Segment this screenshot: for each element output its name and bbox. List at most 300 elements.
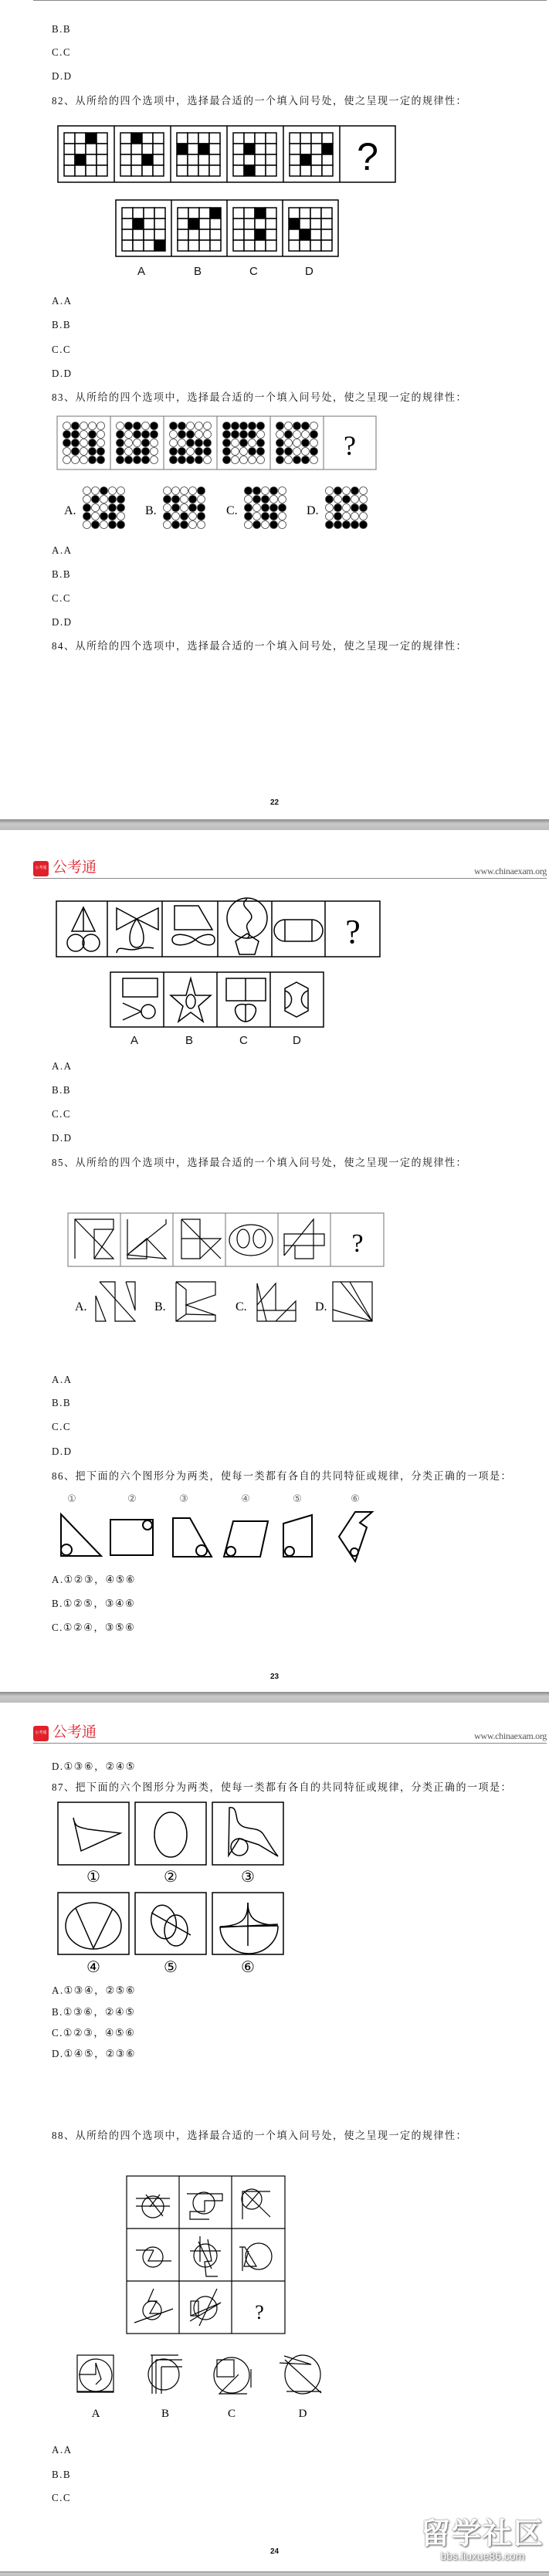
grid-cell <box>266 133 276 144</box>
logo-text: 公考通 <box>53 859 97 876</box>
dot <box>276 422 284 430</box>
grid-cell <box>209 133 220 144</box>
dot <box>232 456 239 464</box>
dot <box>360 496 368 503</box>
dot <box>310 431 318 439</box>
q83-option-label: C. <box>226 504 238 517</box>
grid-cell <box>178 240 188 251</box>
website-url: www.chinaexam.org <box>474 1730 547 1741</box>
dot <box>170 456 178 464</box>
dot <box>89 431 97 439</box>
dot <box>134 439 141 447</box>
grid-cell <box>310 240 321 251</box>
dot <box>262 487 269 495</box>
grid-cell <box>322 154 333 165</box>
dot <box>262 504 269 512</box>
grid-cell <box>177 144 188 154</box>
figure-number: ⑤ <box>293 1493 302 1505</box>
dot <box>151 422 158 430</box>
dot <box>270 496 278 503</box>
dot <box>189 504 197 512</box>
grid-cell <box>244 144 255 154</box>
dot <box>276 439 284 447</box>
dot <box>181 487 188 495</box>
dot <box>189 513 197 520</box>
dot <box>164 496 171 503</box>
grid-cell <box>97 144 107 154</box>
grid-cell <box>75 154 86 165</box>
dot <box>326 504 334 512</box>
dot <box>351 487 359 495</box>
dot <box>270 504 278 512</box>
dot <box>360 521 368 529</box>
grid-cell <box>131 154 142 165</box>
dot <box>195 439 203 447</box>
dot <box>257 431 265 439</box>
dot <box>198 487 205 495</box>
logo-text: 公考通 <box>53 1724 97 1740</box>
dot <box>198 496 205 503</box>
dot <box>164 521 171 529</box>
figure-number: ⑤ <box>164 1957 178 1976</box>
grid-cell <box>154 240 165 251</box>
dot <box>89 422 97 430</box>
grid-cell <box>64 144 75 154</box>
figure-number: ② <box>164 1867 178 1886</box>
dot <box>257 439 265 447</box>
q84-options-figure <box>110 972 324 1028</box>
q83-option-label: A. <box>64 504 76 517</box>
q85-option-label: A. <box>75 1300 87 1313</box>
dot <box>204 431 212 439</box>
dot <box>100 487 108 495</box>
dot <box>245 487 252 495</box>
q84-option-label: B <box>185 1034 194 1047</box>
dot <box>279 504 286 512</box>
grid-cell <box>289 240 300 251</box>
grid-cell <box>233 133 244 144</box>
dot <box>276 448 284 456</box>
dot <box>181 504 188 512</box>
grid-cell <box>300 219 310 229</box>
dot <box>80 448 88 456</box>
grid-cell <box>144 219 154 229</box>
dot <box>170 448 178 456</box>
dot <box>293 456 301 464</box>
grid-cell <box>75 133 86 144</box>
dot <box>164 504 171 512</box>
dot <box>134 431 141 439</box>
grid-cell <box>311 133 322 144</box>
dot <box>117 513 125 520</box>
dot <box>97 422 105 430</box>
dot <box>253 521 261 529</box>
dot <box>232 431 239 439</box>
grid-cell <box>300 154 311 165</box>
grid-cell <box>154 219 165 229</box>
dot <box>302 431 310 439</box>
dot <box>125 456 133 464</box>
dot <box>334 504 342 512</box>
grid-cell <box>64 154 75 165</box>
grid-cell <box>133 229 144 240</box>
dot <box>142 431 150 439</box>
answer-option: D.D <box>52 615 73 629</box>
grid-cell <box>321 240 332 251</box>
dot <box>189 496 197 503</box>
dot <box>240 422 248 430</box>
dot <box>204 456 212 464</box>
dot <box>89 439 97 447</box>
grid-cell <box>244 154 255 165</box>
grid-cell <box>144 240 154 251</box>
dot <box>198 521 205 529</box>
dot <box>142 439 150 447</box>
dot <box>151 448 158 456</box>
dot <box>351 496 359 503</box>
dot <box>223 448 231 456</box>
answer-option: C.C <box>52 1420 72 1433</box>
dot <box>178 456 186 464</box>
dot <box>195 431 203 439</box>
dot <box>240 448 248 456</box>
answer-option: D.D <box>52 367 73 380</box>
watermark <box>421 2519 544 2567</box>
dot <box>109 513 117 520</box>
grid-cell <box>153 144 164 154</box>
watermark-title: 留学社区 <box>421 2518 545 2551</box>
dot <box>232 422 239 430</box>
dot <box>80 422 88 430</box>
question-84: 84、从所给的四个选项中，选择最合适的一个填入问号处，使之呈现一定的规律性： <box>52 639 468 652</box>
dot <box>172 487 180 495</box>
dot <box>117 504 125 512</box>
grid-cell <box>122 240 133 251</box>
grid-cell <box>142 165 153 176</box>
grid-cell <box>255 154 266 165</box>
page-number: 24 <box>269 2547 280 2556</box>
grid-cell <box>233 144 244 154</box>
grid-cell <box>255 229 266 240</box>
dot <box>245 496 252 503</box>
q88-option-label: C <box>227 2408 236 2420</box>
grid-cell <box>188 240 199 251</box>
grid-cell <box>86 133 97 144</box>
dot <box>189 521 197 529</box>
answer-option: A.A <box>52 2443 73 2456</box>
dot <box>285 431 293 439</box>
dot <box>276 456 284 464</box>
grid-cell <box>321 229 332 240</box>
dot <box>92 487 100 495</box>
answer-option: B.B <box>52 22 72 36</box>
dot <box>181 496 188 503</box>
dot <box>134 456 141 464</box>
grid-cell <box>321 208 332 219</box>
dot <box>240 456 248 464</box>
q88-option-label: A <box>91 2408 100 2420</box>
grid-cell <box>86 165 97 176</box>
grid-cell <box>120 154 131 165</box>
grid-cell <box>86 144 97 154</box>
question-86: 86、把下面的六个图形分为两类，使每一类都有各自的共同特征或规律，分类正确的一项是： <box>52 1469 513 1483</box>
answer-option: A.A <box>52 1059 73 1073</box>
grid-cell <box>322 133 333 144</box>
grid-cell <box>120 165 131 176</box>
dot <box>109 504 117 512</box>
grid-cell <box>210 240 221 251</box>
dot <box>249 422 256 430</box>
dot <box>172 496 180 503</box>
dot <box>83 487 91 495</box>
dot <box>97 448 105 456</box>
dot <box>310 456 318 464</box>
dot <box>343 487 351 495</box>
answer-option: C.C <box>52 343 72 356</box>
dot <box>178 439 186 447</box>
grid-cell <box>244 133 255 144</box>
dot <box>223 456 231 464</box>
answer-option: B.①②⑤，③④⑥ <box>52 1597 136 1610</box>
grid-cell <box>310 208 321 219</box>
grid-cell <box>97 133 107 144</box>
q87-figures <box>58 1802 286 1976</box>
dot <box>170 422 178 430</box>
dot <box>204 448 212 456</box>
dot <box>83 521 91 529</box>
grid-cell <box>244 165 255 176</box>
dot <box>240 431 248 439</box>
dot <box>343 496 351 503</box>
dot <box>109 521 117 529</box>
dot <box>232 448 239 456</box>
dot <box>97 431 105 439</box>
dot <box>83 496 91 503</box>
dot <box>253 513 261 520</box>
figure-number: ③ <box>179 1493 188 1505</box>
dot <box>97 439 105 447</box>
dot <box>302 422 310 430</box>
dot <box>72 448 80 456</box>
grid-cell <box>244 208 255 219</box>
dot <box>178 431 186 439</box>
dot <box>72 456 80 464</box>
dot <box>262 521 269 529</box>
q84-option-label: D <box>293 1034 301 1047</box>
q84-option-label: C <box>239 1034 248 1047</box>
answer-option: B.B <box>52 1396 72 1409</box>
grid-cell <box>199 240 210 251</box>
dot <box>178 422 186 430</box>
dot <box>223 431 231 439</box>
q83-option-label: D. <box>307 504 319 517</box>
question-85: 85、从所给的四个选项中，选择最合适的一个填入问号处，使之呈现一定的规律性： <box>52 1156 468 1169</box>
dot <box>302 439 310 447</box>
page-separator <box>0 2571 549 2576</box>
dot <box>134 448 141 456</box>
dot <box>172 504 180 512</box>
grid-cell <box>210 208 221 219</box>
question-87: 87、把下面的六个图形分为两类，使每一类都有各自的共同特征或规律，分类正确的一项是： <box>52 1781 513 1794</box>
grid-cell <box>266 154 276 165</box>
q82-option-label: C <box>249 265 258 278</box>
dot <box>151 431 158 439</box>
grid-cell <box>300 144 311 154</box>
grid-cell <box>233 208 244 219</box>
grid-cell <box>144 229 154 240</box>
dot <box>351 521 359 529</box>
dot <box>151 456 158 464</box>
dot <box>80 456 88 464</box>
dot <box>142 448 150 456</box>
dot <box>63 448 71 456</box>
dot <box>334 487 342 495</box>
grid-cell <box>290 133 300 144</box>
dot <box>302 448 310 456</box>
grid-cell <box>177 133 188 144</box>
dot <box>178 448 186 456</box>
figure-number: ② <box>127 1493 137 1505</box>
grid-cell <box>255 165 266 176</box>
dot <box>257 448 265 456</box>
figure-number: ⑥ <box>241 1957 255 1976</box>
grid-cell <box>142 154 153 165</box>
grid-cell <box>209 165 220 176</box>
figure-number: ⑥ <box>351 1493 360 1505</box>
dot <box>310 448 318 456</box>
dot <box>142 456 150 464</box>
answer-option: C.C <box>52 46 72 59</box>
dot <box>195 456 203 464</box>
dot <box>63 431 71 439</box>
dot <box>100 513 108 520</box>
dot <box>164 513 171 520</box>
grid-cell <box>290 154 300 165</box>
grid-cell <box>199 229 210 240</box>
dot <box>334 496 342 503</box>
answer-option: A.A <box>52 544 73 557</box>
grid-cell <box>97 165 107 176</box>
grid-cell <box>131 165 142 176</box>
grid-cell <box>300 165 311 176</box>
grid-cell <box>210 219 221 229</box>
grid-cell <box>122 208 133 219</box>
dot <box>249 431 256 439</box>
q84-figure-sequence <box>56 901 381 958</box>
grid-cell <box>188 133 198 144</box>
grid-cell <box>311 144 322 154</box>
grid-cell <box>311 154 322 165</box>
dot <box>83 504 91 512</box>
grid-cell <box>322 165 333 176</box>
grid-cell <box>178 219 188 229</box>
grid-cell <box>198 154 209 165</box>
grid-cell <box>131 144 142 154</box>
dot <box>245 513 252 520</box>
dot <box>63 422 71 430</box>
grid-cell <box>199 208 210 219</box>
answer-option: D.①③⑥，②④⑤ <box>52 1760 137 1773</box>
logo-icon: 公考通 <box>33 1726 49 1741</box>
answer-option: A.A <box>52 1373 73 1386</box>
grid-cell <box>188 229 199 240</box>
q82-options-figure <box>116 200 338 257</box>
answer-option: D.①④⑤，②③⑥ <box>52 2047 137 2060</box>
dot <box>117 487 125 495</box>
dot <box>151 439 158 447</box>
grid-cell <box>322 144 333 154</box>
q85-option-label: C. <box>236 1300 247 1313</box>
answer-option: B.B <box>52 318 72 331</box>
dot <box>187 422 195 430</box>
dot <box>72 422 80 430</box>
grid-cell <box>86 154 97 165</box>
dot <box>270 487 278 495</box>
dot <box>181 521 188 529</box>
grid-cell <box>255 208 266 219</box>
question-mark: ? <box>357 135 378 178</box>
dot <box>253 496 261 503</box>
dot <box>285 422 293 430</box>
dot <box>100 521 108 529</box>
dot <box>134 422 141 430</box>
answer-option: B.B <box>52 568 72 581</box>
q88-grid-figure <box>127 2176 286 2334</box>
grid-cell <box>300 133 311 144</box>
dot <box>72 431 80 439</box>
grid-cell <box>188 219 199 229</box>
grid-cell <box>289 208 300 219</box>
grid-cell <box>188 154 198 165</box>
grid-cell <box>153 154 164 165</box>
dot <box>326 513 334 520</box>
dot <box>360 487 368 495</box>
grid-cell <box>266 229 276 240</box>
grid-cell <box>154 229 165 240</box>
grid-cell <box>289 219 300 229</box>
page-number: 23 <box>269 1673 280 1681</box>
dot <box>117 521 125 529</box>
dot <box>293 422 301 430</box>
grid-cell <box>244 240 255 251</box>
grid-cell <box>300 229 310 240</box>
question-mark: ? <box>345 913 361 951</box>
grid-cell <box>178 208 188 219</box>
grid-cell <box>210 229 221 240</box>
grid-cell <box>75 144 86 154</box>
dot <box>360 504 368 512</box>
q88-option-label: D <box>298 2408 307 2420</box>
figure-number: ③ <box>241 1867 255 1886</box>
dot <box>80 439 88 447</box>
dot <box>285 456 293 464</box>
page-header <box>33 1724 547 1744</box>
grid-cell <box>266 240 276 251</box>
grid-cell <box>177 165 188 176</box>
dot <box>257 422 265 430</box>
dot <box>279 513 286 520</box>
grid-cell <box>198 133 209 144</box>
grid-cell <box>133 219 144 229</box>
dot <box>240 439 248 447</box>
grid-cell <box>142 144 153 154</box>
answer-option: B.①③⑥，②④⑤ <box>52 2005 136 2018</box>
grid-cell <box>266 144 276 154</box>
dot <box>125 431 133 439</box>
dot <box>343 513 351 520</box>
question-mark: ? <box>344 430 356 461</box>
q82-option-label: D <box>305 265 313 278</box>
